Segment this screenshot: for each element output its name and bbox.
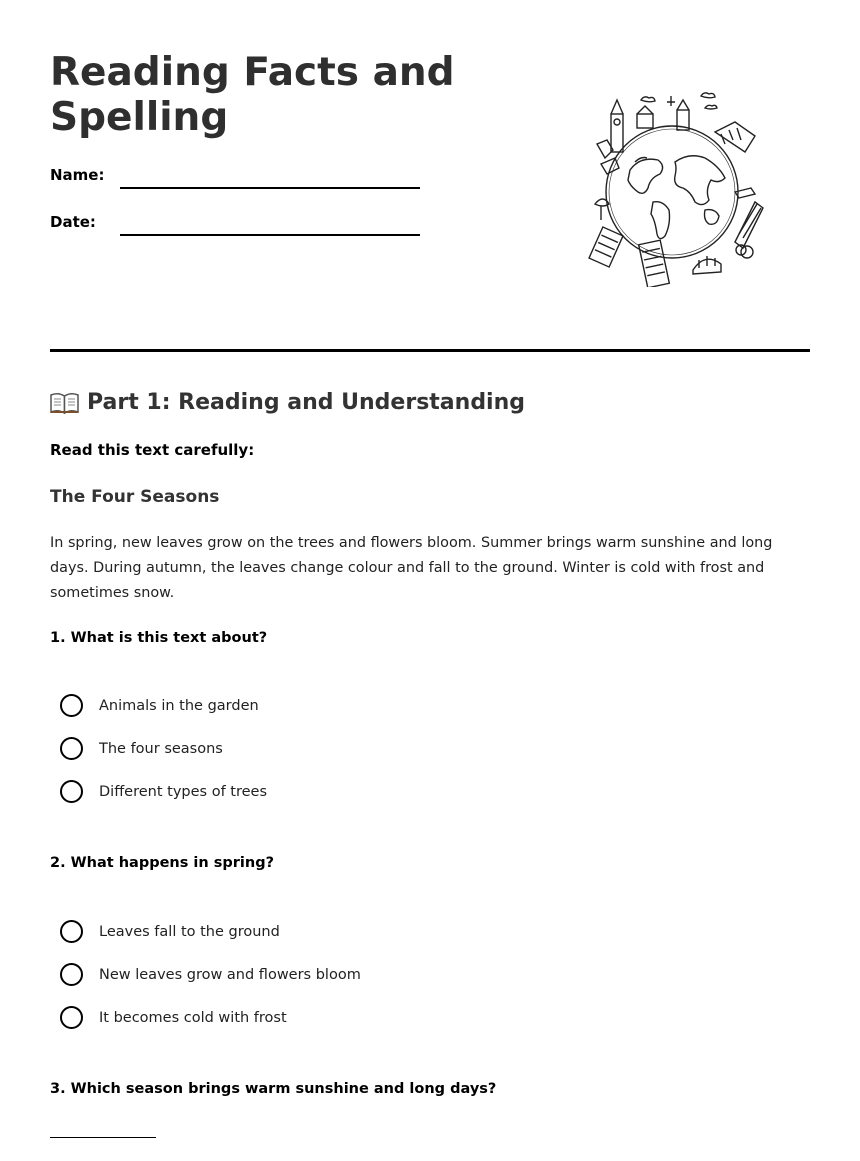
- question-2: 2. What happens in spring?: [50, 855, 275, 871]
- date-field-line[interactable]: [120, 234, 420, 236]
- radio-button[interactable]: [60, 694, 83, 717]
- radio-button[interactable]: [60, 920, 83, 943]
- q1-option-seasons[interactable]: [60, 727, 267, 770]
- reading-instruction: Read this text carefully:: [50, 441, 255, 459]
- q2-option-leaves-grow[interactable]: [60, 953, 361, 996]
- option-label: The four seasons: [99, 740, 223, 757]
- option-label: Animals in the garden: [99, 697, 259, 714]
- part1-heading-text: Part 1: Reading and Understanding: [87, 390, 526, 415]
- radio-button[interactable]: [60, 737, 83, 760]
- name-label: Name:: [50, 166, 105, 184]
- option-label: Leaves fall to the ground: [99, 923, 280, 940]
- part1-heading: [50, 390, 525, 415]
- story-paragraph: In spring, new leaves grow on the trees and flowers bloom. Summer brings warm sunshine and long days. During autumn, the leaves change colour and fall to the ground. Winter is cold with frost and sometimes snow.: [50, 535, 773, 601]
- question-1-options: [60, 684, 267, 813]
- radio-button[interactable]: [60, 780, 83, 803]
- question-3: 3. Which season brings warm sunshine and long days?: [50, 1081, 497, 1097]
- radio-button[interactable]: [60, 1006, 83, 1029]
- option-label: Different types of trees: [99, 783, 268, 800]
- open-book-icon: [50, 392, 79, 414]
- date-label: Date:: [50, 213, 96, 231]
- question-2-options: [60, 910, 361, 1039]
- option-label: It becomes cold with frost: [99, 1009, 287, 1026]
- name-field-line[interactable]: [120, 187, 420, 189]
- option-label: New leaves grow and flowers bloom: [99, 966, 361, 983]
- question-1: 1. What is this text about?: [50, 630, 268, 646]
- q2-option-cold-frost[interactable]: [60, 996, 361, 1039]
- q1-option-trees[interactable]: [60, 770, 267, 813]
- radio-button[interactable]: [60, 963, 83, 986]
- section-divider: [50, 349, 810, 352]
- q1-option-animals[interactable]: [60, 684, 267, 727]
- globe-landmarks-illustration: [575, 92, 770, 287]
- answer-line[interactable]: [50, 1137, 156, 1138]
- worksheet-title: Reading Facts and Spelling: [50, 50, 455, 140]
- story-title: The Four Seasons: [50, 487, 220, 507]
- q2-option-leaves-fall[interactable]: [60, 910, 361, 953]
